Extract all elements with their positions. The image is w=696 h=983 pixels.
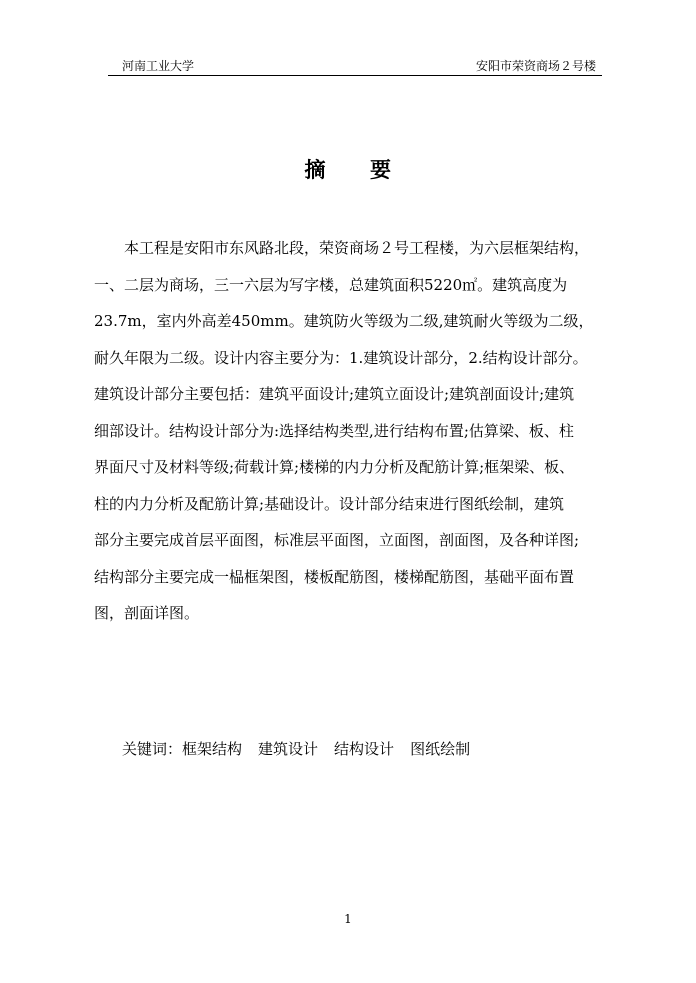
keywords-line <box>122 738 486 759</box>
abstract-line: 建筑设计部分主要包括：建筑平面设计;建筑立面设计;建筑剖面设计;建筑 <box>94 385 575 403</box>
abstract-line: 界面尺寸及材料等级;荷载计算;楼梯的内力分析及配筋计算;框架梁、板、 <box>94 458 575 476</box>
header-project: 安阳市荣资商场２号楼 <box>475 59 596 73</box>
abstract-line: 柱的内力分析及配筋计算;基础设计。设计部分结束进行图纸绘制，建筑 <box>94 494 565 513</box>
keyword-item: 图纸绘制 <box>410 740 471 758</box>
abstract-body <box>94 230 631 632</box>
abstract-line: 耐久年限为二级。设计内容主要分为：1.建筑设计部分，2.结构设计部分。 <box>94 348 588 367</box>
abstract-line: 图，剖面详图。 <box>94 604 200 622</box>
title-char-2: 要 <box>370 158 392 182</box>
abstract-line: 结构部分主要完成一榀框架图，楼板配筋图，楼梯配筋图，基础平面布置 <box>94 567 575 586</box>
title-char-1: 摘 <box>304 158 326 182</box>
page-header <box>108 55 602 76</box>
header-school: 河南工业大学 <box>122 59 195 73</box>
abstract-line: 部分主要完成首层平面图，标准层平面图，立面图，剖面图，及各种详图; <box>94 531 580 549</box>
keyword-item: 建筑设计 <box>258 740 319 758</box>
abstract-line: 23.7m，室内外高差450mm。建筑防火等级为二级,建筑耐火等级为二级， <box>94 312 594 330</box>
keyword-item: 框架结构 <box>182 740 243 758</box>
abstract-line: 本工程是安阳市东风路北段，荣资商场２号工程楼，为六层框架结构， <box>124 239 590 257</box>
keyword-item: 结构设计 <box>334 740 395 758</box>
page-number: 1 <box>344 912 352 926</box>
abstract-line: 细部设计。结构设计部分为:选择结构类型,进行结构布置;估算梁、板、柱 <box>94 421 574 440</box>
keywords-label: 关键词： <box>122 740 183 758</box>
page-title <box>0 154 696 184</box>
abstract-line: 一、二层为商场，三一六层为写字楼，总建筑面积5220㎡。建筑高度为 <box>94 275 568 294</box>
